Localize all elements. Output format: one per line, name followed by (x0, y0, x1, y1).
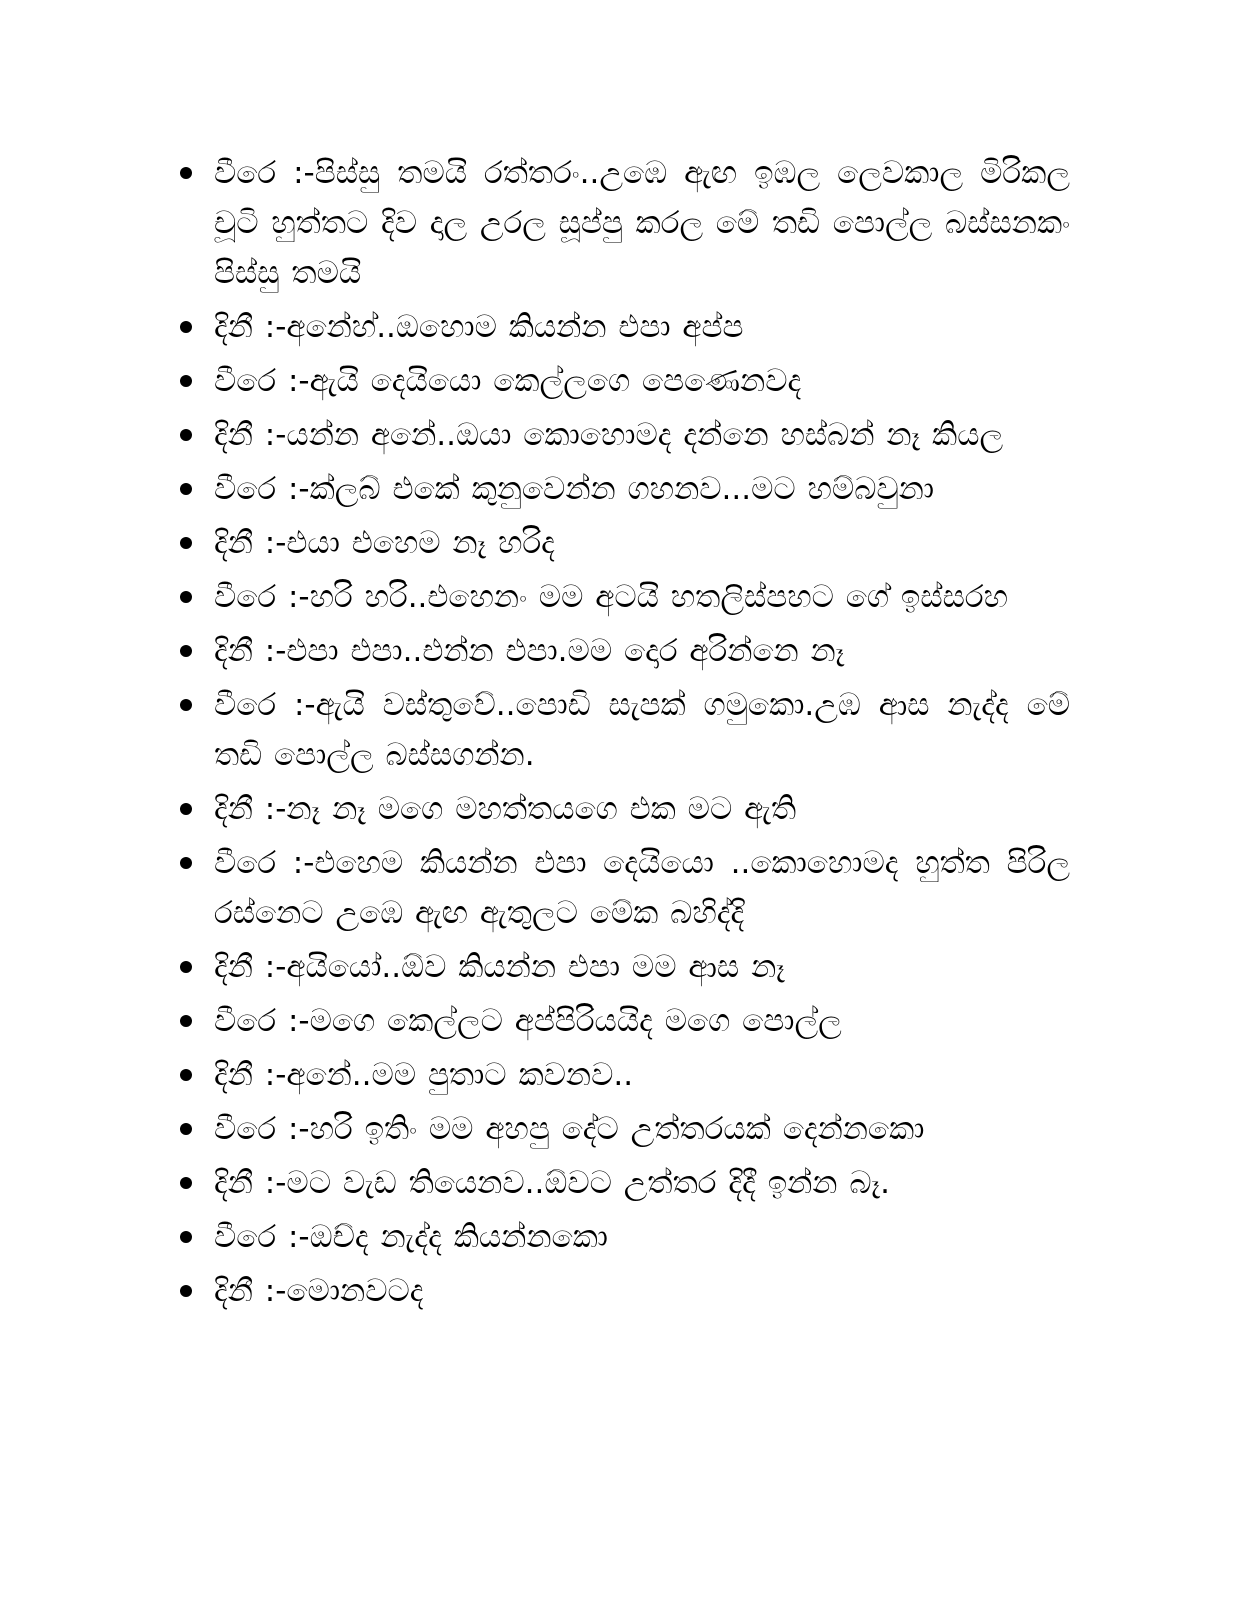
list-item (178, 626, 1070, 676)
list-item (178, 942, 1070, 992)
bullet-icon (180, 1231, 192, 1243)
bullet-icon (180, 1015, 192, 1027)
list-item (178, 1266, 1070, 1316)
list-item (178, 572, 1070, 622)
dialogue-text: වීරෙ :-ක්ලබ් එකේ කුනුවෙන්න ගහනව...මට හම්බවුනා (214, 471, 935, 507)
dialogue-text: වීරෙ :-හරි ඉතිං මම අහපු දේට උත්තරයක් දෙන්නකො (214, 1111, 925, 1147)
bullet-icon (180, 1177, 192, 1189)
dialogue-list (178, 148, 1070, 1320)
dialogue-text: දිනී :-එයා එහෙම නෑ හරිද (214, 525, 555, 561)
bullet-icon (180, 645, 192, 657)
dialogue-text: දිනී :-මට වැඩ තියෙනව..ඕවට උත්තර දිදී ඉන්න බෑ. (214, 1165, 890, 1201)
bullet-icon (180, 803, 192, 815)
bullet-icon (180, 857, 192, 869)
bullet-icon (180, 1123, 192, 1135)
dialogue-text: වීරෙ :-ඔච්ද නැද්ද කියන්නකො (214, 1219, 608, 1255)
dialogue-text: දිනී :-අනේහ්..ඔහොම කියන්න එපා අප්ප (214, 309, 744, 345)
list-item (178, 410, 1070, 460)
bullet-icon (180, 1069, 192, 1081)
list-item (178, 784, 1070, 834)
dialogue-text: වීරෙ :-මගෙ කෙල්ලට අප්පිරියයිද මගෙ පොල්ල (214, 1003, 842, 1039)
dialogue-text: දිනී :-අයියෝ..ඕව කියන්න එපා මම ආස නෑ (214, 949, 785, 985)
dialogue-text: වීරෙ :-හරි හරි..එහෙනං මම අටයි හතලිස්පහට ගේ ඉස්සරහ (214, 579, 1009, 615)
list-item (178, 838, 1070, 938)
bullet-icon (180, 961, 192, 973)
list-item (178, 1158, 1070, 1208)
list-item (178, 1104, 1070, 1154)
bullet-icon (180, 321, 192, 333)
bullet-icon (180, 429, 192, 441)
dialogue-text: දිනී :-මොනවටද (214, 1273, 424, 1309)
list-item (178, 464, 1070, 514)
bullet-icon (180, 167, 192, 179)
list-item (178, 518, 1070, 568)
list-item (178, 302, 1070, 352)
dialogue-text: වීරෙ :-පිස්සු තමයි රත්තරං..උඹෙ ඇඟ ඉඹල ලෙවකාල මිරිකල චූටි හුත්තට දිව දාල උරල සූප්පු කරල මේ තඩි පොල්ල බස්සනකං පිස්සු තමයි (214, 155, 1070, 291)
dialogue-text: දිනී :-අනේ..මම පුතාට කවනව.. (214, 1057, 634, 1093)
dialogue-text: දිනී :-යන්න අනේ..ඔයා කොහොමද දන්නෙ හස්බන් නෑ කියල (214, 417, 1004, 453)
list-item (178, 356, 1070, 406)
dialogue-text: වීරෙ :-එහෙම කියන්න එපා දෙයියො ..කොහොමද හුත්ත පිරිල රස්නෙට උඹෙ ඇඟ ඇතුලට මේක බහිද්දි (214, 845, 1070, 931)
list-item (178, 1050, 1070, 1100)
dialogue-text: දිනී :-එපා එපා..එන්න එපා.මම දොර අරින්නෙ නෑ (214, 633, 845, 669)
bullet-icon (180, 537, 192, 549)
list-item (178, 1212, 1070, 1262)
list-item (178, 148, 1070, 298)
dialogue-text: දිනී :-නෑ නෑ මගෙ මහත්තයගෙ එක මට ඇති (214, 791, 797, 827)
bullet-icon (180, 1285, 192, 1297)
list-item (178, 680, 1070, 780)
dialogue-text: වීරෙ :-ඇයි දෙයියො කෙල්ලගෙ පෙණෙනවද (214, 363, 802, 399)
bullet-icon (180, 699, 192, 711)
list-item (178, 996, 1070, 1046)
dialogue-text: වීරෙ :-ඇයි වස්තුවේ..පොඩි සැපක් ගමුකො.උඹ ආස නැද්ද මේ තඩි පොල්ල බස්සගන්න. (214, 687, 1070, 773)
bullet-icon (180, 375, 192, 387)
bullet-icon (180, 483, 192, 495)
bullet-icon (180, 591, 192, 603)
